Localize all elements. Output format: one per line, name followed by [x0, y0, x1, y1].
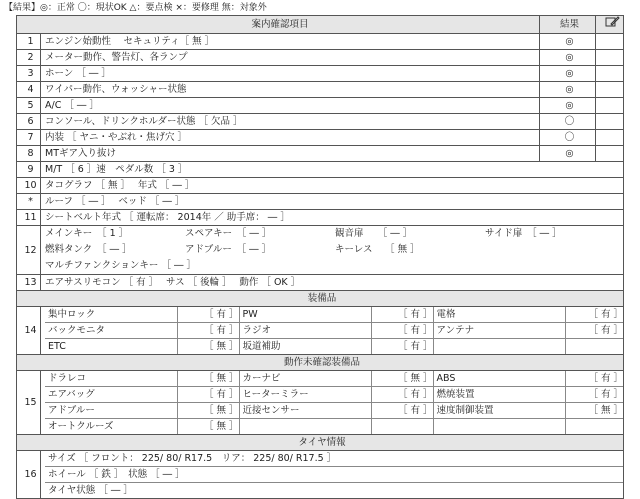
unverified-header-row	[17, 355, 624, 371]
item-row	[17, 82, 624, 98]
item-text: エアサスリモコン ［ 有 ］ サス ［ 後輪 ］ 動作 ［ OK ］	[41, 275, 624, 291]
item-text: シートベルト年式 ［ 運転席： 2014年 ／ 助手席： ― ］	[41, 210, 624, 226]
tires-grid	[45, 451, 623, 498]
item-result: ◎	[540, 34, 596, 50]
item-text: ホーン ［ ― ］	[41, 66, 540, 82]
check-cell	[596, 146, 624, 162]
item-number: 12	[17, 226, 41, 275]
unverified-row	[17, 371, 624, 435]
item-text: ワイパー動作、ウォッシャー状態	[41, 82, 540, 98]
item-row	[17, 162, 624, 178]
item-row	[17, 146, 624, 162]
equipment-value: ［ 無 ］	[177, 419, 239, 435]
unverified-grid-cell	[41, 371, 624, 435]
equipment-row	[17, 307, 624, 355]
item-result: ◎	[540, 66, 596, 82]
item-text: MTギア入り抜け	[41, 146, 540, 162]
item-row	[17, 114, 624, 130]
equipment-name: ドラレコ	[45, 371, 177, 387]
pencil-check-icon	[596, 16, 624, 34]
section-title-tires: タイヤ情報	[17, 435, 624, 451]
check-cell	[596, 114, 624, 130]
item-result: ◎	[540, 98, 596, 114]
grid-row	[45, 371, 623, 387]
item-number: 9	[17, 162, 41, 178]
item-number: 1	[17, 34, 41, 50]
spare-key-value: スペアキー ［ ― ］	[185, 228, 272, 239]
grid-row	[45, 451, 623, 467]
item-number: 3	[17, 66, 41, 82]
grid-row	[45, 323, 623, 339]
grid-row	[45, 483, 623, 499]
equipment-value: ［ 無 ］	[177, 403, 239, 419]
item-number: 14	[17, 307, 41, 355]
check-cell	[596, 98, 624, 114]
item-row	[17, 130, 624, 146]
equipment-value: ［ 無 ］	[565, 403, 623, 419]
equipment-value: ［ 無 ］	[371, 371, 433, 387]
check-cell	[596, 130, 624, 146]
main-key-value: メインキー ［ 1 ］	[45, 228, 129, 239]
grid-row	[45, 339, 623, 355]
item-number: *	[17, 194, 41, 210]
equipment-name	[433, 419, 565, 435]
keyless-value: キーレス ［ 無 ］	[335, 244, 420, 255]
section-title-inspection: 案内確認項目	[17, 16, 540, 34]
grid-row	[45, 419, 623, 435]
equipment-value: ［ 有 ］	[565, 323, 623, 339]
item-row	[17, 98, 624, 114]
equipment-name: ラジオ	[239, 323, 371, 339]
side-door-value: サイド扉 ［ ― ］	[485, 228, 562, 239]
item-number: 5	[17, 98, 41, 114]
equipment-value: ［ 無 ］	[177, 371, 239, 387]
item-text: エンジン始動性 セキュリティ［ 無 ］	[41, 34, 540, 50]
item-text: タコグラフ ［ 無 ］ 年式 ［ ― ］	[41, 178, 624, 194]
equipment-name: バックモニタ	[45, 323, 177, 339]
item-number: 7	[17, 130, 41, 146]
result-column-header: 結果	[540, 16, 596, 34]
equipment-value: ［ 有 ］	[565, 371, 623, 387]
equipment-name: 坂道補助	[239, 339, 371, 355]
item-result: ◎	[540, 50, 596, 66]
item-number: 13	[17, 275, 41, 291]
equipment-name: エアバッグ	[45, 387, 177, 403]
item-text: M/T ［ 6 ］速 ペダル数 ［ 3 ］	[41, 162, 624, 178]
keys-line-1	[45, 226, 623, 242]
item-result: 〇	[540, 130, 596, 146]
grid-row	[45, 387, 623, 403]
keys-row	[17, 226, 624, 275]
tire-condition: タイヤ状態 ［ ― ］	[45, 483, 623, 499]
keys-block	[41, 226, 624, 275]
equipment-value: ［ 有 ］	[177, 307, 239, 323]
item-text: コンソール、ドリンクホルダー状態 ［ 欠品 ］	[41, 114, 540, 130]
equipment-value: ［ 有 ］	[371, 339, 433, 355]
check-cell	[596, 50, 624, 66]
item-number: 2	[17, 50, 41, 66]
check-cell	[596, 66, 624, 82]
equipment-value: ［ 有 ］	[371, 323, 433, 339]
equipment-name: オートクルーズ	[45, 419, 177, 435]
item-row	[17, 210, 624, 226]
fuel-tank-value: 燃料タンク ［ ― ］	[45, 244, 132, 255]
equipment-name: 速度制御装置	[433, 403, 565, 419]
tires-grid-cell	[41, 451, 624, 499]
section-title-equipment: 装備品	[17, 291, 624, 307]
equipment-value: ［ 有 ］	[371, 403, 433, 419]
keys-line-2	[45, 242, 623, 258]
item-result: ◎	[540, 146, 596, 162]
wheel-info: ホイール ［ 鉄 ］ 状態 ［ ― ］	[45, 467, 623, 483]
equipment-grid	[45, 307, 623, 354]
equipment-name: 近接センサー	[239, 403, 371, 419]
equipment-value: ［ 有 ］	[371, 387, 433, 403]
item-number: 4	[17, 82, 41, 98]
equipment-name: 集中ロック	[45, 307, 177, 323]
item-text: ルーフ ［ ― ］ ベッド ［ ― ］	[41, 194, 624, 210]
equipment-header-row	[17, 291, 624, 307]
tires-header-row	[17, 435, 624, 451]
equipment-name: 燃焼装置	[433, 387, 565, 403]
equipment-name: ETC	[45, 339, 177, 355]
pencil-check-icon-svg	[604, 16, 620, 28]
keys-line-3: マルチファンクションキー ［ ― ］	[45, 260, 196, 271]
equipment-value	[565, 419, 623, 435]
equipment-grid-cell	[41, 307, 624, 355]
item-row	[17, 50, 624, 66]
item-row	[17, 275, 624, 291]
equipment-name: ヒーターミラー	[239, 387, 371, 403]
equipment-value	[565, 339, 623, 355]
item-number: 11	[17, 210, 41, 226]
equipment-name	[433, 339, 565, 355]
equipment-name	[239, 419, 371, 435]
equipment-value: ［ 無 ］	[177, 339, 239, 355]
item-number: 6	[17, 114, 41, 130]
equipment-value	[371, 419, 433, 435]
result-legend: 【結果】◎：正常 〇：現状OK △：要点検 ×：要修理 無：対象外	[4, 3, 267, 13]
equipment-name: ABS	[433, 371, 565, 387]
equipment-value: ［ 有 ］	[371, 307, 433, 323]
equipment-value: ［ 有 ］	[565, 387, 623, 403]
inspection-form	[16, 15, 624, 499]
item-text: 内装 ［ ヤニ・やぶれ・焦げ穴 ］	[41, 130, 540, 146]
check-cell	[596, 82, 624, 98]
item-row	[17, 194, 624, 210]
item-number: 16	[17, 451, 41, 499]
item-number: 15	[17, 371, 41, 435]
header-row	[17, 16, 624, 34]
unverified-grid	[45, 371, 623, 434]
check-cell	[596, 34, 624, 50]
item-result: ◎	[540, 82, 596, 98]
item-number: 10	[17, 178, 41, 194]
item-text: A/C ［ ― ］	[41, 98, 540, 114]
grid-row	[45, 467, 623, 483]
item-row	[17, 34, 624, 50]
grid-row	[45, 403, 623, 419]
item-row	[17, 178, 624, 194]
tires-row	[17, 451, 624, 499]
equipment-value: ［ 有 ］	[565, 307, 623, 323]
equipment-name: PW	[239, 307, 371, 323]
tire-size: サイズ ［ フロント： 225/ 80/ R17.5 リア： 225/ 80/ R17.5 ］	[45, 451, 623, 467]
equipment-name: カーナビ	[239, 371, 371, 387]
item-row	[17, 66, 624, 82]
item-text: メーター動作、警告灯、各ランプ	[41, 50, 540, 66]
equipment-value: ［ 有 ］	[177, 387, 239, 403]
item-number: 8	[17, 146, 41, 162]
equipment-name: アンテナ	[433, 323, 565, 339]
equipment-value: ［ 有 ］	[177, 323, 239, 339]
grid-row	[45, 307, 623, 323]
rear-door-value: 観音扉 ［ ― ］	[335, 228, 413, 239]
item-result: 〇	[540, 114, 596, 130]
equipment-name: アドブルー	[45, 403, 177, 419]
adblue-value: アドブルー ［ ― ］	[185, 244, 272, 255]
equipment-name: 電格	[433, 307, 565, 323]
section-title-unverified: 動作未確認装備品	[17, 355, 624, 371]
